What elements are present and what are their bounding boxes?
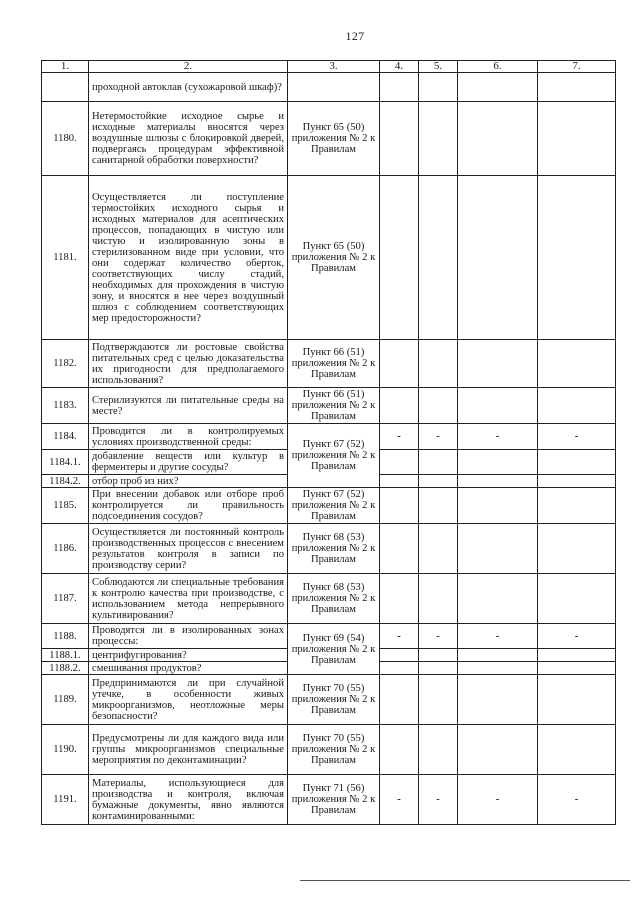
answer-cell[interactable] bbox=[419, 102, 458, 176]
dash-mark: - bbox=[495, 431, 500, 442]
row-number: 1180. bbox=[42, 102, 89, 176]
table-row bbox=[42, 340, 616, 388]
dash-mark: - bbox=[397, 794, 401, 805]
answer-cell[interactable] bbox=[458, 388, 538, 424]
answer-cell[interactable] bbox=[458, 488, 538, 524]
answer-cell[interactable] bbox=[458, 649, 538, 662]
dash-mark: - bbox=[436, 630, 440, 642]
answer-cell[interactable] bbox=[458, 775, 538, 825]
answer-cell[interactable] bbox=[538, 524, 616, 574]
dash-mark: - bbox=[495, 630, 500, 642]
question-text: Подтверждаются ли ростовые свойства питательных сред с целью доказательства их пригодности для предполагаемого использования? bbox=[89, 340, 288, 388]
answer-cell[interactable] bbox=[380, 574, 419, 624]
answer-cell[interactable] bbox=[419, 475, 458, 488]
header-row bbox=[42, 61, 616, 73]
answer-cell[interactable] bbox=[538, 662, 616, 675]
question-text: Материалы, использующиеся для производства и контроля, включая бумажные документы, явно являются контаминированными: bbox=[89, 775, 288, 825]
row-number: 1184.1. bbox=[42, 450, 89, 475]
question-text: Соблюдаются ли специальные требования к контролю качества при производстве, с использованием метода непрерывного культивирования? bbox=[89, 574, 288, 624]
answer-cell[interactable] bbox=[458, 675, 538, 725]
dash-mark: - bbox=[574, 630, 579, 642]
row-number: 1185. bbox=[42, 488, 89, 524]
table-row bbox=[42, 424, 616, 450]
table-row bbox=[42, 388, 616, 424]
table-row bbox=[42, 775, 616, 825]
legal-reference: Пункт 71 (56) приложения № 2 к Правилам bbox=[288, 775, 380, 825]
row-number: 1182. bbox=[42, 340, 89, 388]
question-text: Осуществляется ли постоянный контроль производственных процессов с внесением результатов контроля в записи по производству серии? bbox=[89, 524, 288, 574]
table-row bbox=[42, 574, 616, 624]
answer-cell[interactable] bbox=[380, 662, 419, 675]
question-text: Проводится ли в контролируемых условиях производственной среды: bbox=[89, 424, 288, 450]
answer-cell[interactable] bbox=[380, 624, 419, 649]
question-text: Осуществляется ли поступление термостойких исходного сырья и исходных материалов для асептических процессов, попадающих в чистую или чистую и изолированную зоны в стерилизованном виде при условии, что они содержат количество оберток, соответствующих числу стадий, необходимых для прохождения в чистую зону, и вносятся в нее через воздушный шлюз с соблюдением соответствующих мер предосторожности? bbox=[89, 176, 288, 340]
answer-cell[interactable] bbox=[458, 102, 538, 176]
answer-cell[interactable] bbox=[538, 176, 616, 340]
legal-reference: Пункт 65 (50) приложения № 2 к Правилам bbox=[288, 102, 380, 176]
answer-cell[interactable] bbox=[538, 475, 616, 488]
column-header-reference: 3. bbox=[288, 61, 380, 73]
answer-cell[interactable] bbox=[458, 662, 538, 675]
row-number: 1184. bbox=[42, 424, 89, 450]
dash-mark: - bbox=[574, 431, 579, 442]
table-row bbox=[42, 176, 616, 340]
question-text: проходной автоклав (сухожаровой шкаф)? bbox=[89, 73, 288, 102]
answer-cell[interactable] bbox=[380, 176, 419, 340]
answer-cell[interactable] bbox=[380, 450, 419, 475]
table-row bbox=[42, 675, 616, 725]
question-text: Предусмотрены ли для каждого вида или группы микроорганизмов специальные мероприятия по деконтаминации? bbox=[89, 725, 288, 775]
table-row bbox=[42, 102, 616, 176]
answer-cell[interactable] bbox=[419, 725, 458, 775]
answer-cell[interactable] bbox=[380, 649, 419, 662]
question-text: Стерилизуются ли питательные среды на месте? bbox=[89, 388, 288, 424]
answer-cell[interactable] bbox=[538, 388, 616, 424]
answer-cell[interactable] bbox=[380, 475, 419, 488]
question-text: При внесении добавок или отборе проб контролируется ли правильность подсоединения сосудов? bbox=[89, 488, 288, 524]
answer-cell[interactable] bbox=[380, 725, 419, 775]
answer-cell[interactable] bbox=[458, 574, 538, 624]
answer-cell[interactable] bbox=[538, 725, 616, 775]
answer-cell[interactable] bbox=[458, 424, 538, 450]
answer-cell[interactable] bbox=[538, 775, 616, 825]
row-number: 1183. bbox=[42, 388, 89, 424]
answer-cell[interactable] bbox=[380, 675, 419, 725]
page-number: 127 bbox=[345, 29, 365, 43]
answer-cell[interactable] bbox=[380, 102, 419, 176]
answer-cell[interactable] bbox=[380, 775, 419, 825]
answer-cell[interactable] bbox=[538, 488, 616, 524]
row-number: 1188. bbox=[42, 624, 89, 649]
answer-cell[interactable] bbox=[380, 388, 419, 424]
row-number: 1184.2. bbox=[42, 475, 89, 488]
row-number: 1190. bbox=[42, 725, 89, 775]
column-header-5: 5. bbox=[419, 61, 458, 73]
answer-cell[interactable] bbox=[380, 488, 419, 524]
answer-cell[interactable] bbox=[419, 675, 458, 725]
answer-cell[interactable] bbox=[458, 450, 538, 475]
row-number: 1188.2. bbox=[42, 662, 89, 675]
row-number: 1187. bbox=[42, 574, 89, 624]
legal-reference: Пункт 70 (55) приложения № 2 к Правилам bbox=[288, 725, 380, 775]
row-number: 1189. bbox=[42, 675, 89, 725]
question-text: добавление веществ или культур в ферментеры и другие сосуды? bbox=[89, 450, 288, 475]
answer-cell[interactable] bbox=[419, 388, 458, 424]
question-text: Нетермостойкие исходное сырье и исходные материалы вносятся через воздушные шлюзы с блокировкой дверей, подвергаясь процедурам эффективной санитарной обработки поверхности? bbox=[89, 102, 288, 176]
legal-reference: Пункт 67 (52) приложения № 2 к Правилам bbox=[288, 424, 380, 488]
dash-mark: - bbox=[397, 630, 401, 642]
answer-cell[interactable] bbox=[458, 524, 538, 574]
question-text: Предпринимаются ли при случайной утечке, в особенности живых микроорганизмов, неотложные меры безопасности? bbox=[89, 675, 288, 725]
bottom-divider bbox=[300, 880, 630, 881]
legal-reference: Пункт 68 (53) приложения № 2 к Правилам bbox=[288, 574, 380, 624]
answer-cell[interactable] bbox=[419, 488, 458, 524]
answer-cell[interactable] bbox=[458, 340, 538, 388]
row-number: 1191. bbox=[42, 775, 89, 825]
legal-reference: Пункт 66 (51) приложения № 2 к Правилам bbox=[288, 388, 380, 424]
answer-cell[interactable] bbox=[538, 624, 616, 649]
column-header-6: 6. bbox=[458, 61, 538, 73]
dash-mark: - bbox=[397, 431, 401, 442]
dash-mark: - bbox=[495, 794, 500, 805]
question-text: смешивания продуктов? bbox=[89, 662, 288, 675]
answer-cell[interactable] bbox=[419, 176, 458, 340]
answer-cell[interactable] bbox=[538, 73, 616, 102]
question-text: Проводятся ли в изолированных зонах процессы: bbox=[89, 624, 288, 649]
question-text: центрифугирования? bbox=[89, 649, 288, 662]
answer-cell[interactable] bbox=[380, 424, 419, 450]
answer-cell[interactable] bbox=[419, 775, 458, 825]
answer-cell[interactable] bbox=[419, 662, 458, 675]
answer-cell[interactable] bbox=[380, 524, 419, 574]
legal-reference: Пункт 66 (51) приложения № 2 к Правилам bbox=[288, 340, 380, 388]
answer-cell[interactable] bbox=[419, 73, 458, 102]
answer-cell[interactable] bbox=[458, 176, 538, 340]
answer-cell[interactable] bbox=[538, 450, 616, 475]
answer-cell[interactable] bbox=[538, 340, 616, 388]
question-text: отбор проб из них? bbox=[89, 475, 288, 488]
answer-cell[interactable] bbox=[419, 450, 458, 475]
table-row bbox=[42, 488, 616, 524]
row-number bbox=[42, 73, 89, 102]
answer-cell[interactable] bbox=[458, 73, 538, 102]
answer-cell[interactable] bbox=[538, 102, 616, 176]
legal-reference: Пункт 67 (52) приложения № 2 к Правилам bbox=[288, 488, 380, 524]
row-number: 1186. bbox=[42, 524, 89, 574]
column-header-4: 4. bbox=[380, 61, 419, 73]
answer-cell[interactable] bbox=[538, 675, 616, 725]
legal-reference: Пункт 68 (53) приложения № 2 к Правилам bbox=[288, 524, 380, 574]
legal-reference: Пункт 69 (54) приложения № 2 к Правилам bbox=[288, 624, 380, 675]
table-row bbox=[42, 624, 616, 649]
legal-reference: Пункт 70 (55) приложения № 2 к Правилам bbox=[288, 675, 380, 725]
table-row bbox=[42, 73, 616, 102]
column-header-7: 7. bbox=[538, 61, 616, 73]
dash-mark: - bbox=[436, 431, 440, 442]
answer-cell[interactable] bbox=[419, 574, 458, 624]
answer-cell[interactable] bbox=[458, 475, 538, 488]
table-row bbox=[42, 725, 616, 775]
column-header-number: 1. bbox=[42, 61, 89, 73]
dash-mark: - bbox=[436, 794, 440, 805]
answer-cell[interactable] bbox=[419, 624, 458, 649]
answer-cell[interactable] bbox=[419, 424, 458, 450]
answer-cell[interactable] bbox=[458, 725, 538, 775]
row-number: 1188.1. bbox=[42, 649, 89, 662]
legal-reference bbox=[288, 73, 380, 102]
legal-reference: Пункт 65 (50) приложения № 2 к Правилам bbox=[288, 176, 380, 340]
answer-cell[interactable] bbox=[538, 649, 616, 662]
answer-cell[interactable] bbox=[538, 574, 616, 624]
row-number: 1181. bbox=[42, 176, 89, 340]
dash-mark: - bbox=[574, 794, 579, 805]
checklist-table bbox=[41, 60, 616, 825]
column-header-question: 2. bbox=[89, 61, 288, 73]
answer-cell[interactable] bbox=[458, 624, 538, 649]
table-row bbox=[42, 524, 616, 574]
answer-cell[interactable] bbox=[538, 424, 616, 450]
answer-cell[interactable] bbox=[380, 73, 419, 102]
answer-cell[interactable] bbox=[419, 524, 458, 574]
answer-cell[interactable] bbox=[419, 649, 458, 662]
answer-cell[interactable] bbox=[380, 340, 419, 388]
answer-cell[interactable] bbox=[419, 340, 458, 388]
